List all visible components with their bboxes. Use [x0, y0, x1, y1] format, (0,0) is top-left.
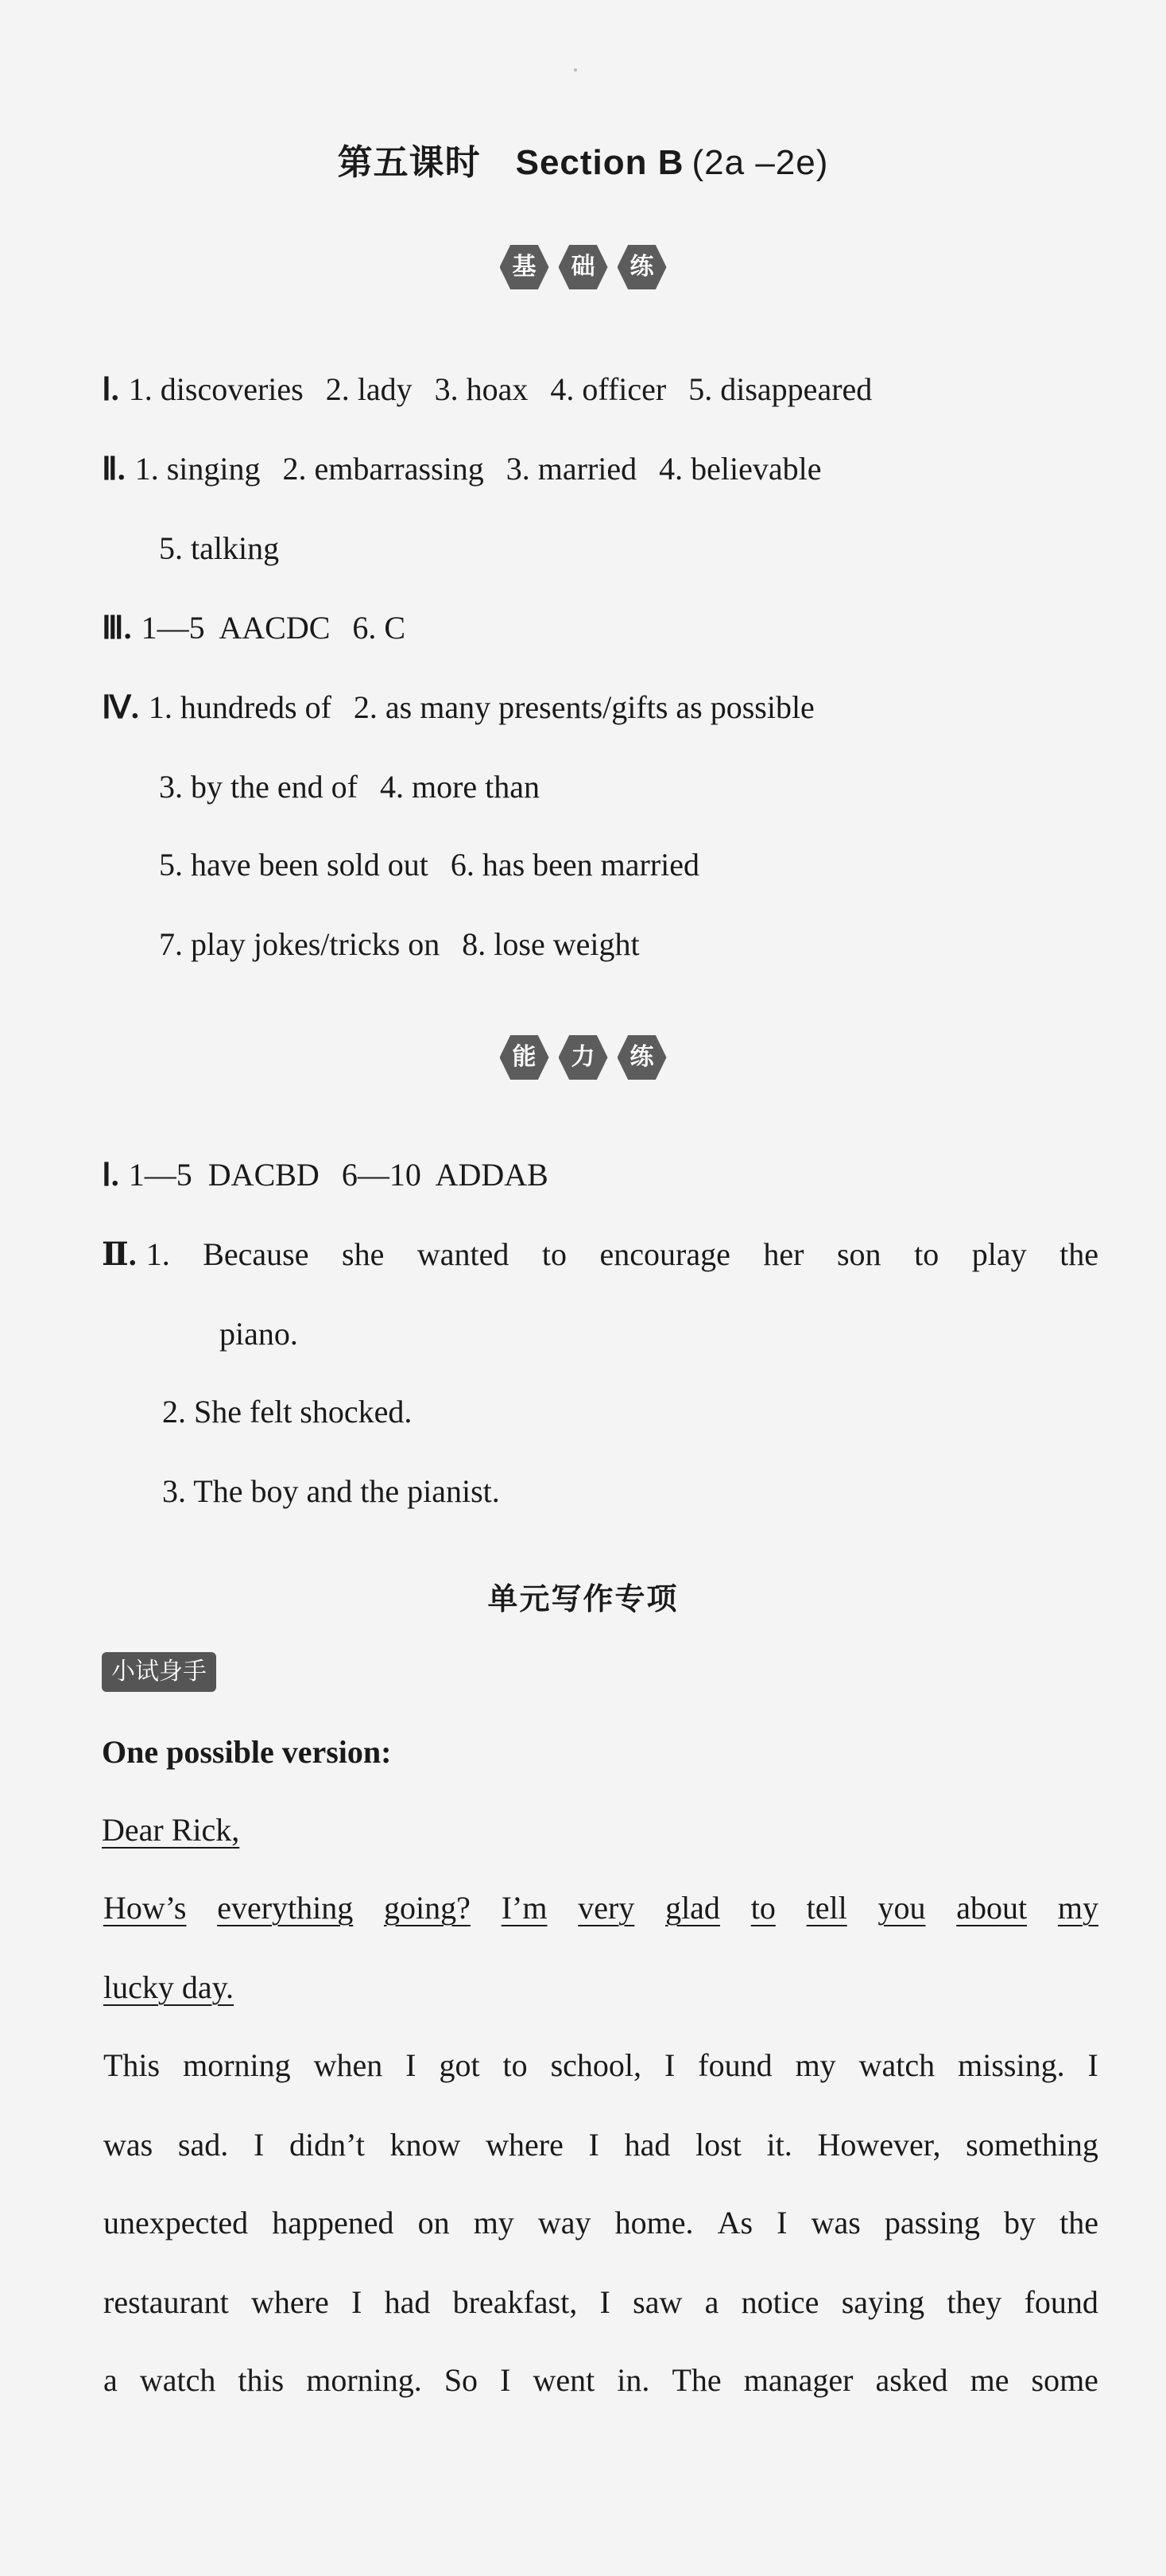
word: the — [1059, 2205, 1098, 2240]
word: I — [777, 2205, 788, 2240]
word: she — [342, 1236, 385, 1272]
ability-section-1 — [102, 1159, 548, 1191]
word: my — [795, 2047, 836, 2083]
answer-item: 5. have been sold out — [159, 847, 428, 883]
badge-ji: 基 — [500, 245, 549, 289]
word: something — [966, 2127, 1098, 2163]
roman-numeral: Ⅱ. — [102, 1236, 137, 1272]
answer-item: 1—5 DACBD — [128, 1157, 320, 1193]
basic-section-2-cont — [159, 530, 280, 566]
version-label: One possible version: — [102, 1734, 392, 1770]
body-line — [103, 2284, 1098, 2320]
body-line — [103, 2207, 1098, 2239]
word: everything — [217, 1890, 354, 1926]
word: the — [1059, 1236, 1098, 1272]
basic-practice-badges — [0, 245, 1166, 296]
word: encourage — [599, 1236, 730, 1272]
answer-item: 6. C — [352, 610, 406, 646]
answer-item: 8. lose weight — [462, 926, 640, 962]
word: by — [1003, 2205, 1036, 2240]
word: notice — [741, 2284, 819, 2320]
lesson-title — [0, 134, 1166, 184]
body-line — [103, 2047, 1098, 2083]
word: had — [624, 2127, 671, 2163]
roman-numeral: Ⅳ. — [102, 689, 139, 725]
answer-item: 3. by the end of — [159, 769, 358, 805]
word: passing — [884, 2205, 980, 2240]
answer-item: 3. married — [506, 451, 637, 487]
word: watch — [139, 2362, 216, 2398]
basic-section-2 — [102, 453, 821, 485]
badge-lian2: 练 — [618, 1035, 667, 1080]
answer-item: 1—5 AACDC — [141, 610, 331, 646]
ability-section-2-line1-cont — [219, 1318, 298, 1350]
word: The — [672, 2362, 722, 2398]
word: when — [313, 2047, 383, 2083]
basic-section-3 — [102, 612, 405, 644]
word: this — [238, 2362, 285, 2398]
word: didn’t — [289, 2127, 365, 2163]
word: they — [947, 2284, 1002, 2320]
page-speck — [574, 68, 577, 72]
answer-text: 2. She felt shocked. — [162, 1394, 413, 1430]
word: went — [533, 2362, 595, 2398]
word: manager — [743, 2362, 854, 2398]
word: restaurant — [103, 2284, 229, 2320]
word: breakfast, — [452, 2284, 578, 2320]
answer-item: 7. play jokes/tricks on — [159, 926, 440, 962]
basic-section-4-line3 — [159, 849, 699, 881]
word: play — [971, 1236, 1027, 1272]
word: tell — [806, 1890, 847, 1926]
word: where — [486, 2127, 564, 2163]
basic-section-4 — [102, 689, 815, 725]
answer-item: 4. officer — [550, 371, 667, 407]
word: found — [698, 2047, 773, 2083]
answer-item: 1. hundreds of — [148, 689, 331, 725]
word: found — [1024, 2284, 1098, 2320]
word: I — [588, 2127, 599, 2163]
word: a — [103, 2362, 118, 2398]
word: going? — [384, 1890, 471, 1926]
word: saying — [841, 2284, 925, 2320]
word: my — [1057, 1890, 1098, 1926]
word: about — [956, 1890, 1028, 1926]
roman-numeral: Ⅰ. — [102, 371, 119, 407]
body-line — [103, 2362, 1098, 2398]
word: son — [836, 1236, 881, 1272]
underlined-line-2: lucky day. — [103, 1969, 234, 2005]
basic-section-4-line2 — [159, 771, 540, 803]
answer-item: 5. talking — [159, 530, 280, 566]
word: very — [578, 1890, 635, 1926]
word: had — [384, 2284, 431, 2320]
lesson-title-range: (2a –2e) — [691, 143, 829, 182]
word: I — [351, 2284, 362, 2320]
answer-item: 6—10 ADDAB — [341, 1157, 548, 1193]
word: I — [664, 2047, 676, 2083]
lesson-title-cn: 第五课时 — [337, 142, 481, 183]
roman-numeral: Ⅰ. — [102, 1157, 119, 1193]
word: me — [970, 2362, 1009, 2398]
word: I — [500, 2362, 511, 2398]
word: it. — [766, 2127, 792, 2163]
practice-tag: 小试身手 — [102, 1652, 216, 1692]
word: lost — [695, 2127, 742, 2163]
word: way — [537, 2205, 591, 2240]
word: her — [763, 1236, 804, 1272]
word: a — [704, 2284, 719, 2320]
word: watch — [858, 2047, 936, 2083]
word: How’s — [103, 1890, 187, 1926]
answer-item: 4. more than — [379, 769, 540, 805]
word: know — [389, 2127, 461, 2163]
word: Because — [203, 1236, 309, 1272]
word: missing. — [958, 2047, 1065, 2083]
badge-neng: 能 — [500, 1035, 549, 1080]
word: This — [103, 2047, 161, 2083]
ability-section-2-q3 — [162, 1473, 500, 1509]
word: where — [250, 2284, 329, 2320]
answer-item: 2. lady — [325, 371, 413, 407]
roman-numeral: Ⅲ. — [102, 610, 132, 646]
badge-lian: 练 — [618, 245, 667, 289]
answer-item: 2. embarrassing — [282, 451, 484, 487]
writing-heading: 单元写作专项 — [487, 1581, 679, 1616]
word: As — [717, 2205, 753, 2240]
answer-item: 3. hoax — [434, 371, 529, 407]
word: on — [417, 2205, 450, 2240]
word: I — [405, 2047, 416, 2083]
word: However, — [817, 2127, 941, 2163]
answer-item: 4. believable — [659, 451, 822, 487]
word: my — [473, 2205, 514, 2240]
word: to — [750, 1890, 776, 1926]
word: happened — [272, 2205, 394, 2240]
answer-item: 6. has been married — [450, 847, 700, 883]
answer-item: 1. singing — [134, 451, 261, 487]
word: sad. — [177, 2127, 229, 2163]
word: I’m — [501, 1890, 548, 1926]
word: you — [877, 1890, 926, 1926]
ability-practice-badges — [0, 1035, 1166, 1086]
badge-li: 力 — [559, 1035, 608, 1080]
word: some — [1031, 2362, 1098, 2398]
answer-text: 3. The boy and the pianist. — [162, 1473, 500, 1509]
word: school, — [550, 2047, 642, 2083]
word: asked — [875, 2362, 948, 2398]
word: 1. — [145, 1236, 170, 1272]
word: unexpected — [103, 2205, 249, 2240]
word: morning — [183, 2047, 291, 2083]
word: wanted — [416, 1236, 509, 1272]
word: home. — [614, 2205, 694, 2240]
word: I — [1087, 2047, 1098, 2083]
basic-section-1 — [102, 371, 873, 407]
roman-numeral: Ⅱ. — [102, 451, 126, 487]
body-line — [103, 2129, 1098, 2161]
answer-text: piano. — [219, 1316, 298, 1352]
badge-chu: 础 — [559, 245, 608, 289]
word: to — [502, 2047, 528, 2083]
word: So — [444, 2362, 478, 2398]
word: to — [541, 1236, 568, 1272]
word: was — [811, 2205, 861, 2240]
ability-section-2-line1 — [102, 1236, 1098, 1272]
word: to — [914, 1236, 939, 1272]
word: saw — [633, 2284, 683, 2320]
letter-greeting: Dear Rick, — [102, 1812, 240, 1848]
answer-item: 2. as many presents/gifts as possible — [353, 689, 815, 725]
word: was — [103, 2127, 153, 2163]
ability-section-2-q2 — [162, 1396, 412, 1428]
answer-item: 5. disappeared — [688, 371, 873, 407]
word: morning. — [306, 2362, 422, 2398]
answer-item: 1. discoveries — [128, 371, 304, 407]
word: I — [253, 2127, 265, 2163]
word: got — [439, 2047, 480, 2083]
underlined-line-1 — [103, 1892, 1098, 1924]
word: I — [599, 2284, 610, 2320]
word: glad — [665, 1890, 720, 1926]
word: in. — [617, 2362, 650, 2398]
lesson-title-section: Section B — [515, 143, 684, 182]
basic-section-4-line4 — [159, 926, 640, 962]
